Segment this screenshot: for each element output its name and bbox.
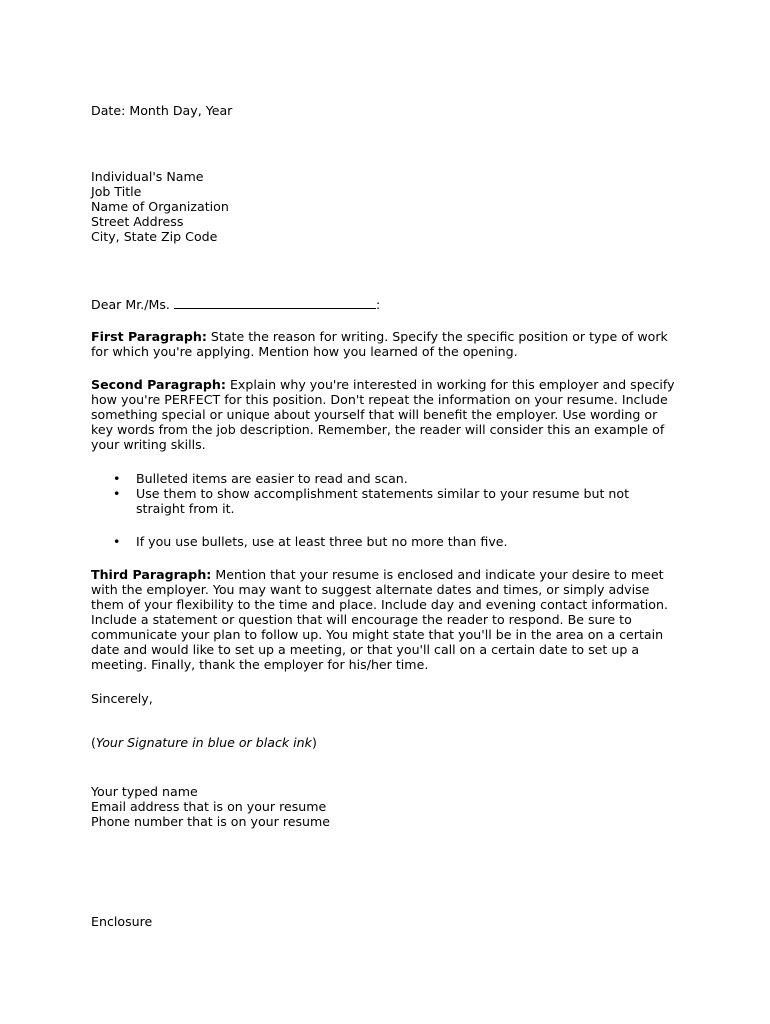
- recipient-job-title: Job Title: [91, 184, 142, 199]
- recipient-organization: Name of Organization: [91, 199, 229, 214]
- salutation-name-blank: [174, 296, 376, 309]
- signature-line: [91, 735, 691, 750]
- first-paragraph: [91, 329, 681, 359]
- enclosure: [91, 914, 691, 929]
- salutation-prefix: Dear Mr./Ms.: [91, 297, 170, 312]
- signature-open-paren: (: [91, 735, 96, 750]
- bullet-text: If you use bullets, use at least three but no more than five.: [136, 534, 508, 549]
- second-paragraph-text: Explain why you're interested in working for this employer and specify how you're PERFECT for this position. Don't repeat the information on your resume. Include something special or unique about yourself that will benefit the employer. Use wording or key words from the job description. Remember, the reader will consider this an example of your writing skills.: [91, 377, 675, 452]
- recipient-address: [91, 169, 691, 244]
- date-text: Date: Month Day, Year: [91, 103, 233, 118]
- enclosure-text: Enclosure: [91, 914, 153, 929]
- third-paragraph: [91, 567, 681, 672]
- third-paragraph-heading: Third Paragraph:: [91, 567, 212, 582]
- recipient-street: Street Address: [91, 214, 184, 229]
- list-item: [91, 534, 681, 549]
- salutation: [91, 296, 691, 312]
- bullet-text: Bulleted items are easier to read and scan.: [136, 471, 408, 486]
- sender-email: Email address that is on your resume: [91, 799, 327, 814]
- recipient-name: Individual's Name: [91, 169, 204, 184]
- closing: [91, 691, 691, 706]
- bullet-dot: •: [113, 486, 121, 501]
- recipient-city-state-zip: City, State Zip Code: [91, 229, 218, 244]
- second-paragraph: [91, 377, 681, 452]
- closing-text: Sincerely,: [91, 691, 153, 706]
- second-paragraph-heading: Second Paragraph:: [91, 377, 226, 392]
- salutation-suffix: :: [375, 297, 381, 312]
- sender-name: Your typed name: [91, 784, 198, 799]
- sender-phone: Phone number that is on your resume: [91, 814, 331, 829]
- bullet-text: Use them to show accomplishment statements similar to your resume but not straight from it.: [136, 486, 630, 516]
- signature-close-paren: ): [311, 735, 317, 750]
- first-paragraph-heading: First Paragraph:: [91, 329, 207, 344]
- third-paragraph-text: Mention that your resume is enclosed and indicate your desire to meet with the employer. You may want to suggest alternate dates and times, or simply advise them of your flexibility to the time and place. Include day and evening contact information. Include a statement or question that will encourage the reader to respond. Be sure to communicate your plan to follow up. You might state that you'll be in the area on a certain date and would like to set up a meeting, or that you'll call on a certain date to set up a meeting. Finally, thank the employer for his/her time.: [91, 567, 668, 672]
- list-item: [91, 471, 681, 486]
- first-paragraph-text: State the reason for writing. Specify the specific position or type of work for which you're applying. Mention how you learned of the opening.: [91, 329, 668, 359]
- bullet-dot: •: [113, 471, 121, 486]
- bullet-dot: •: [113, 534, 121, 549]
- letter-date: [91, 103, 691, 118]
- signature-note: Your Signature in blue or black ink: [95, 735, 312, 750]
- sender-block: [91, 784, 691, 829]
- list-item: [91, 486, 681, 516]
